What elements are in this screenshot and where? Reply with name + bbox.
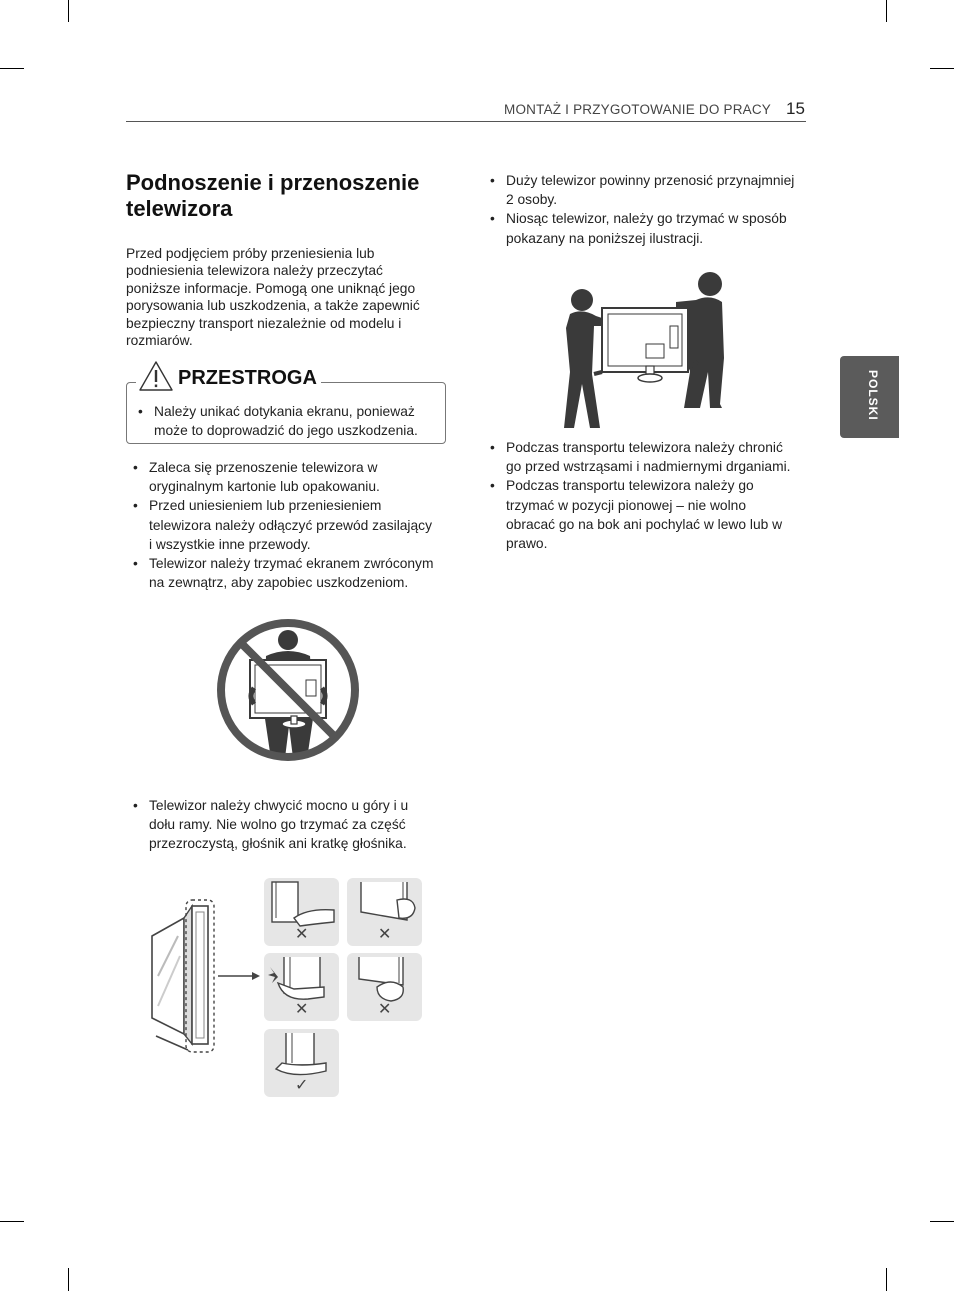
tv-side-view-illustration xyxy=(148,896,268,1056)
crop-mark xyxy=(930,1221,954,1222)
crop-mark xyxy=(68,0,69,22)
wrong-mark-icon: ✕ xyxy=(295,926,309,943)
intro-paragraph: Przed podjęciem próby przeniesienia lub podniesienia telewizora należy przeczytać poniższe informacje. Pomogą one uniknąć jego porysowania lub uszkodzenia, a także zapewnić bezpieczny transport niezależnie od modelu i rozmiarów. xyxy=(126,246,420,349)
language-tab-label: POLSKI xyxy=(866,370,880,421)
grip-panel xyxy=(347,953,422,1021)
caution-list xyxy=(132,402,442,440)
list-item: • Duży telewizor powinny przenosić przynajmniej 2 osoby. xyxy=(490,173,795,208)
grip-bullets xyxy=(127,796,457,854)
grip-panel xyxy=(264,1029,339,1097)
caution-label: PRZESTROGA xyxy=(178,366,317,389)
crop-mark xyxy=(0,1221,24,1222)
section-title: Podnoszenie i przenoszenie telewizora xyxy=(126,170,420,221)
prohibited-carry-illustration xyxy=(214,616,362,764)
warning-triangle-icon xyxy=(138,360,174,397)
list-item: • Przed uniesieniem lub przeniesieniem telewizora należy odłączyć przewód zasilający i wszystkie inne przewody. xyxy=(133,498,432,552)
carry-bullets xyxy=(484,171,814,248)
crop-mark xyxy=(0,68,24,69)
wrong-mark-icon: ✕ xyxy=(295,1001,309,1018)
header-rule xyxy=(126,121,806,122)
running-header-title: MONTAŻ I PRZYGOTOWANIE DO PRACY xyxy=(504,102,771,117)
crop-mark xyxy=(886,0,887,22)
transport-bullets xyxy=(484,438,814,553)
list-item: • Podczas transportu telewizora należy chronić go przed wstrząsami i nadmiernymi drganiami. xyxy=(490,440,791,475)
list-item: • Podczas transportu telewizora należy go trzymać w pozycji pionowej – nie wolno obracać go na bok ani pochylać w lewo lub w prawo. xyxy=(490,478,783,552)
list-item: • Zaleca się przenoszenie telewizora w oryginalnym kartonie lub opakowaniu. xyxy=(133,460,380,495)
crop-mark xyxy=(886,1268,887,1291)
wrong-mark-icon: ✕ xyxy=(378,1001,392,1018)
crop-mark xyxy=(68,1268,69,1291)
two-person-carry-illustration xyxy=(560,268,730,430)
wrong-mark-icon: ✕ xyxy=(378,926,392,943)
page-number: 15 xyxy=(786,99,805,118)
crop-mark xyxy=(930,68,954,69)
list-item: • Należy unikać dotykania ekranu, ponieważ może to doprowadzić do jego uszkodzenia. xyxy=(138,404,418,439)
caution-heading xyxy=(136,358,321,398)
language-tab xyxy=(840,356,899,438)
grip-panel xyxy=(264,953,339,1021)
grip-panel xyxy=(347,878,422,946)
list-item: • Telewizor należy chwycić mocno u góry i u dołu ramy. Nie wolno go trzymać za część przezroczystą, głośnik ani kratkę głośnika. xyxy=(133,798,409,852)
handling-bullets xyxy=(127,458,457,592)
grip-panel xyxy=(264,878,339,946)
correct-mark-icon: ✓ xyxy=(295,1077,309,1094)
list-item: • Niosąc telewizor, należy go trzymać w sposób pokazany na poniższej ilustracji. xyxy=(490,211,787,246)
list-item: • Telewizor należy trzymać ekranem zwróconym na zewnątrz, aby zapobiec uszkodzeniom. xyxy=(133,556,434,591)
